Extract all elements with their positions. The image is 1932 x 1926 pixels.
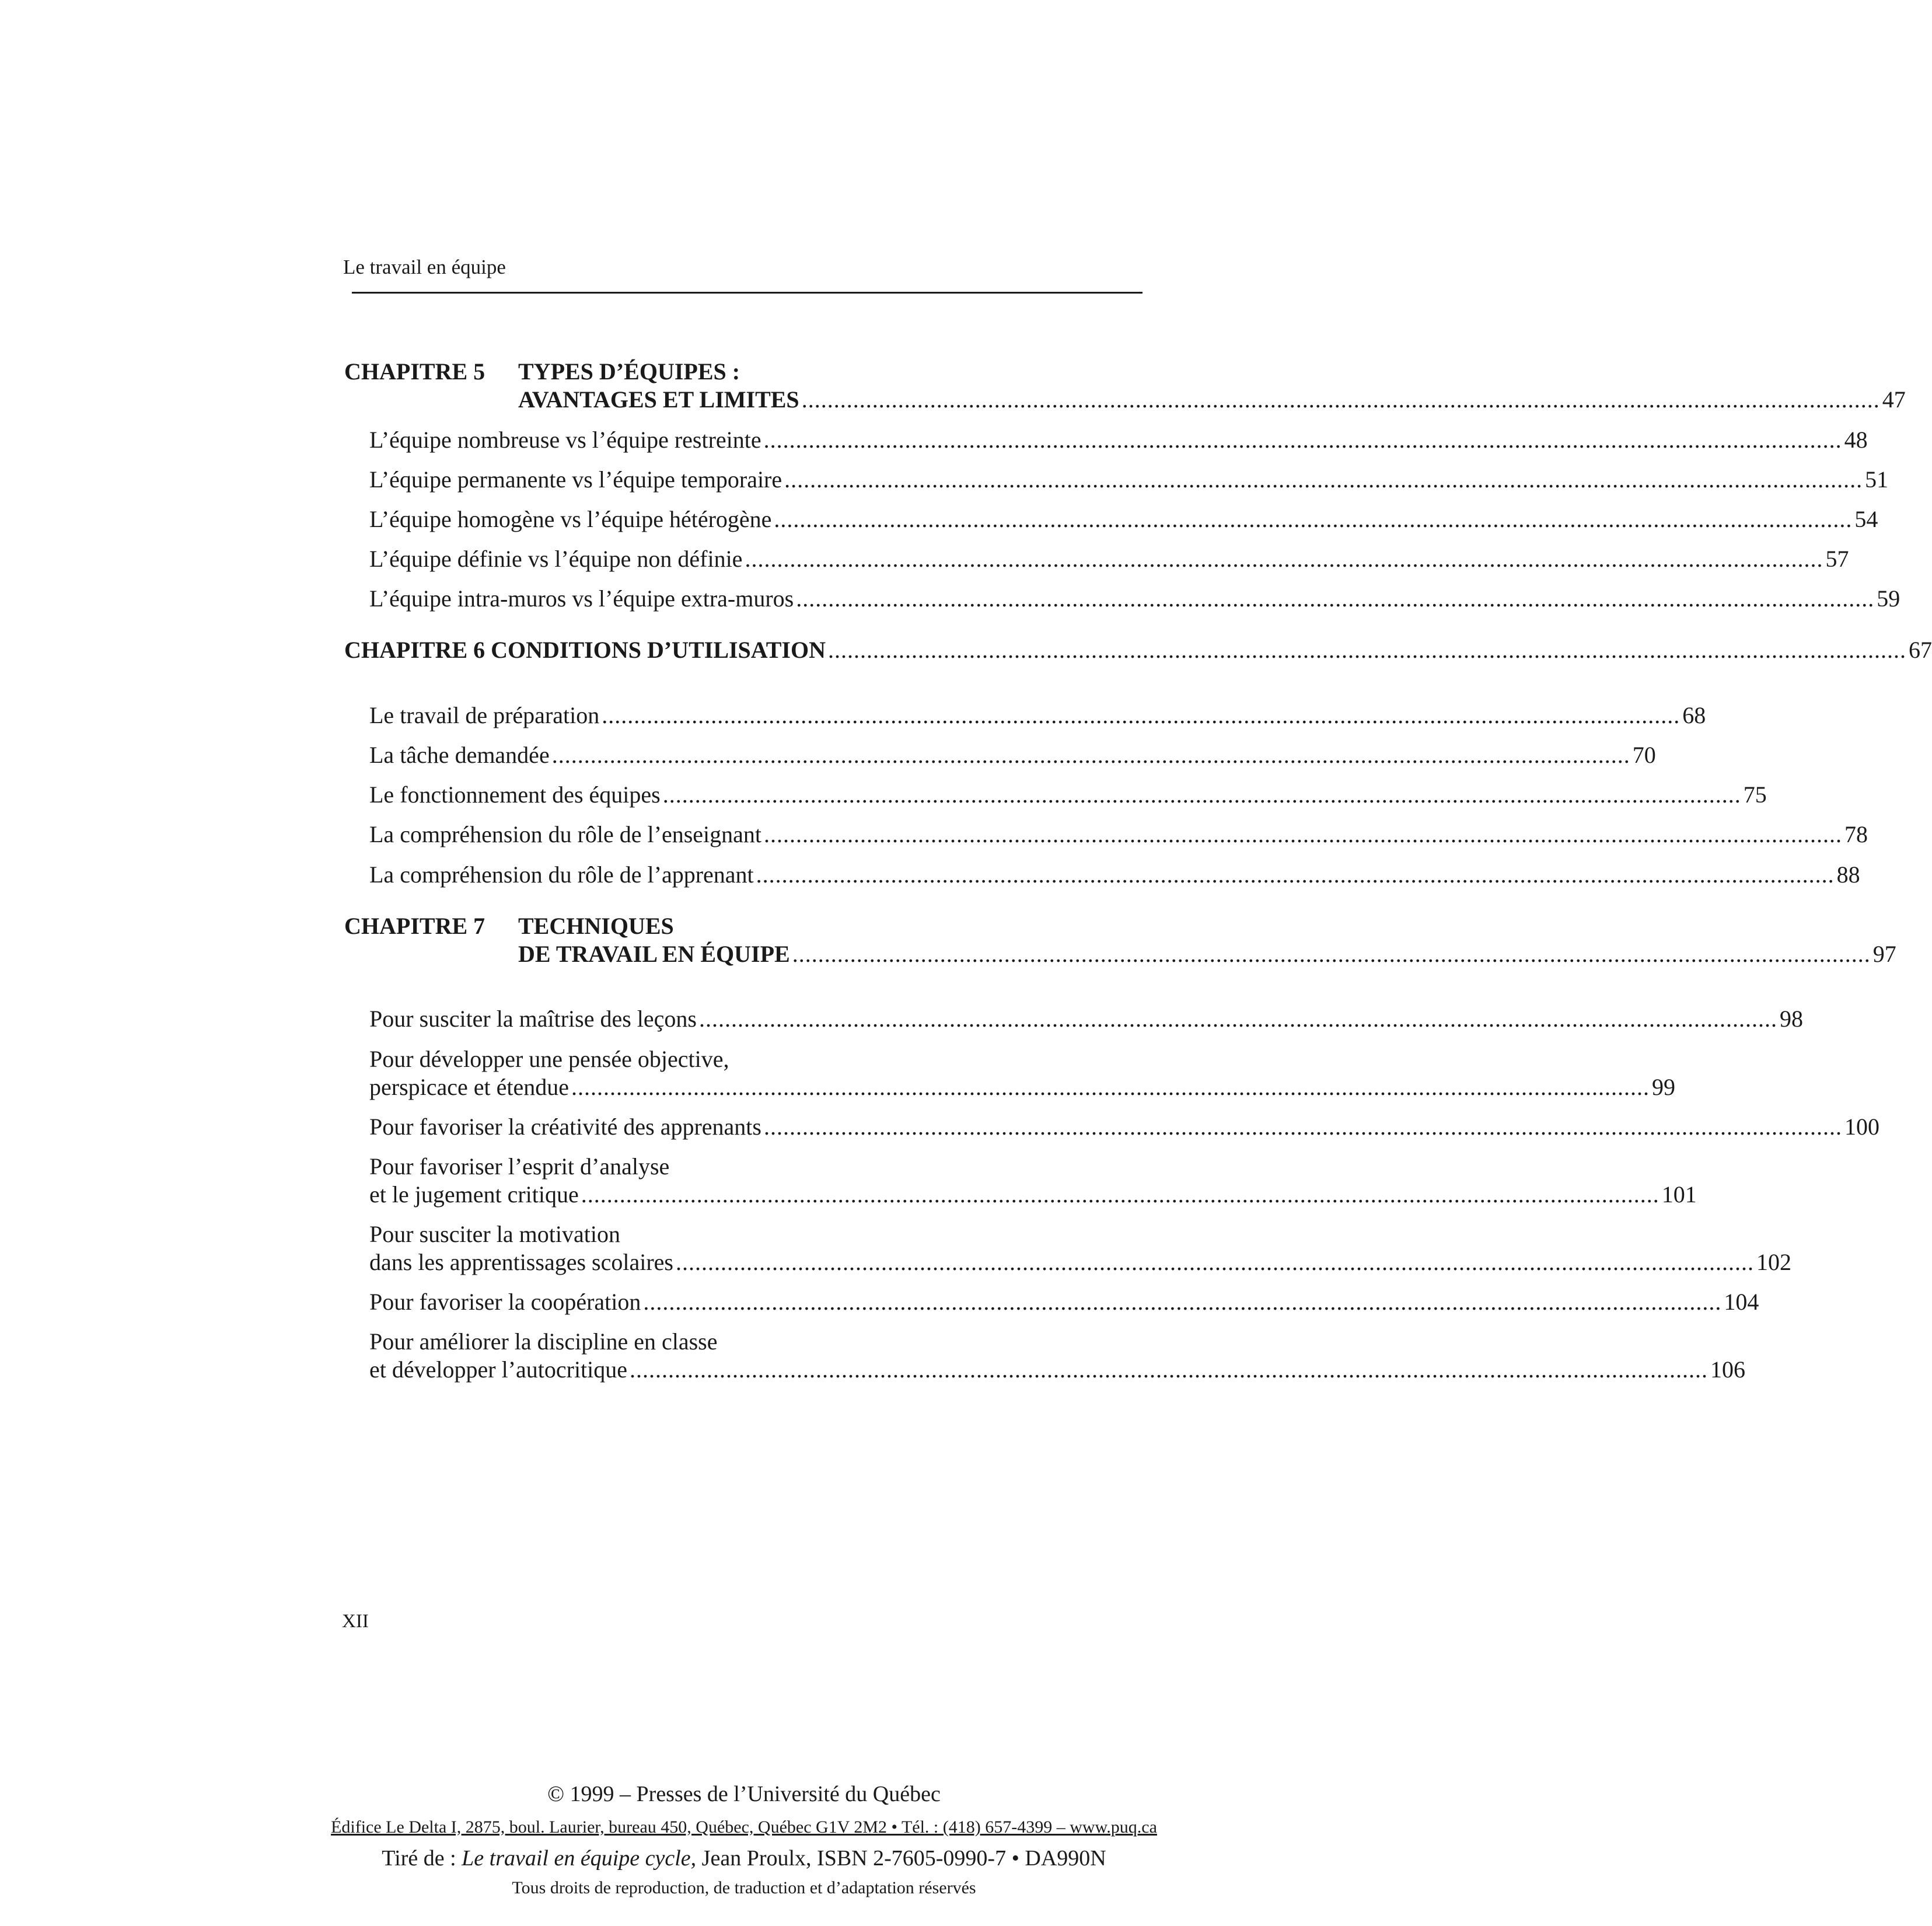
chapter-heading bbox=[344, 638, 826, 662]
entry-title: et le jugement critique bbox=[369, 1181, 579, 1208]
entry-title: Pour favoriser la coopération bbox=[369, 1289, 641, 1315]
page-ref: 97 bbox=[1872, 941, 1896, 967]
dot-leader: ........................................................................................................................................................................ bbox=[801, 386, 1880, 413]
dot-leader: ........................................................................................................................................................................ bbox=[675, 1249, 1754, 1275]
chapter-label: CHAPITRE 6 bbox=[344, 637, 485, 663]
entry-title: La tâche demandée bbox=[369, 742, 550, 768]
entry-title: Pour améliorer la discipline en classe bbox=[369, 1328, 718, 1355]
entry-title: La compréhension du rôle de l’enseignant bbox=[369, 821, 761, 847]
footer-copyright: © 1999 – Presses de l’Université du Québec bbox=[547, 1782, 941, 1806]
page-ref: 67 bbox=[1908, 637, 1932, 663]
dot-leader: ........................................................................................................................................................................ bbox=[763, 427, 1842, 453]
entry-title: et développer l’autocritique bbox=[369, 1356, 628, 1383]
page-ref: 106 bbox=[1710, 1356, 1746, 1383]
dot-leader: ........................................................................................................................................................................ bbox=[643, 1289, 1722, 1315]
dot-leader: ........................................................................................................................................................................ bbox=[784, 466, 1863, 493]
dot-leader: ........................................................................................................................................................................ bbox=[745, 546, 1823, 572]
page-ref: 68 bbox=[1682, 702, 1706, 728]
page-ref: 98 bbox=[1779, 1006, 1803, 1032]
page-ref: 57 bbox=[1825, 546, 1849, 572]
footer-address: Édifice Le Delta I, 2875, boul. Laurier, bureau 450, Québec, Québec G1V 2M2 • Tél. : (418) 657-4399 – www.puq.ca bbox=[331, 1817, 1157, 1837]
entry-title: La compréhension du rôle de l’apprenant bbox=[369, 861, 754, 888]
dot-leader: ........................................................................................................................................................................ bbox=[551, 742, 1630, 768]
page-ref: 102 bbox=[1756, 1249, 1791, 1275]
dot-leader: ........................................................................................................................................................................ bbox=[827, 637, 1906, 663]
page-ref: 78 bbox=[1844, 821, 1868, 847]
footer-source bbox=[0, 1845, 1488, 1871]
entry-title: L’équipe permanente vs l’équipe temporaire bbox=[369, 466, 782, 493]
dot-leader: ........................................................................................................................................................................ bbox=[774, 506, 1853, 532]
page-ref: 59 bbox=[1877, 585, 1900, 612]
page-ref: 48 bbox=[1844, 427, 1868, 453]
page-ref: 51 bbox=[1865, 466, 1889, 493]
dot-leader: ........................................................................................................................................................................ bbox=[792, 941, 1871, 967]
footer-rights: Tous droits de reproduction, de traduction et d’adaptation réservés bbox=[512, 1878, 976, 1897]
running-header: Le travail en équipe bbox=[343, 256, 506, 278]
dot-leader: ........................................................................................................................................................................ bbox=[796, 585, 1875, 612]
source-details: Jean Proulx, ISBN 2-7605-0990-7 • DA990N bbox=[696, 1846, 1106, 1871]
header-rule bbox=[352, 292, 1143, 294]
chapter-label: CHAPITRE 5 bbox=[344, 358, 485, 385]
entry-title: L’équipe définie vs l’équipe non définie bbox=[369, 546, 743, 572]
source-title: Le travail en équipe cycle, bbox=[462, 1846, 697, 1871]
entry-title: Pour susciter la motivation bbox=[369, 1221, 620, 1247]
entry-title: Pour susciter la maîtrise des leçons bbox=[369, 1006, 697, 1032]
entry-title: L’équipe intra-muros vs l’équipe extra-muros bbox=[369, 585, 794, 612]
page-ref: 104 bbox=[1724, 1289, 1759, 1315]
entry-title: L’équipe homogène vs l’équipe hétérogène bbox=[369, 506, 772, 532]
entry-title: Pour développer une pensée objective, bbox=[369, 1046, 729, 1072]
source-prefix: Tiré de : bbox=[382, 1846, 462, 1871]
page-ref: 70 bbox=[1632, 742, 1656, 768]
entry-title: dans les apprentissages scolaires bbox=[369, 1249, 673, 1275]
page-ref: 101 bbox=[1661, 1181, 1697, 1208]
entry-title: Le travail de préparation bbox=[369, 702, 600, 728]
entry-title: L’équipe nombreuse vs l’équipe restreinte bbox=[369, 427, 761, 453]
page-ref: 88 bbox=[1836, 861, 1860, 888]
dot-leader: ........................................................................................................................................................................ bbox=[662, 781, 1741, 808]
page-ref: 75 bbox=[1743, 781, 1767, 808]
entry-title: perspicace et étendue bbox=[369, 1074, 570, 1100]
chapter-label: CHAPITRE 7 bbox=[344, 913, 485, 939]
chapter-title: AVANTAGES ET LIMITES bbox=[518, 386, 799, 413]
entry-title: Pour favoriser la créativité des apprenants bbox=[369, 1114, 761, 1140]
dot-leader: ........................................................................................................................................................................ bbox=[630, 1356, 1709, 1383]
chapter-title: DE TRAVAIL EN ÉQUIPE bbox=[518, 941, 790, 967]
dot-leader: ........................................................................................................................................................................ bbox=[763, 1114, 1842, 1140]
dot-leader: ........................................................................................................................................................................ bbox=[571, 1074, 1650, 1100]
page-ref: 54 bbox=[1854, 506, 1878, 532]
chapter-title: TYPES D’ÉQUIPES : bbox=[518, 358, 740, 385]
page-ref: 99 bbox=[1652, 1074, 1676, 1100]
page-ref: 100 bbox=[1844, 1114, 1879, 1140]
dot-leader: ........................................................................................................................................................................ bbox=[602, 702, 1681, 728]
chapter-title: TECHNIQUES bbox=[518, 913, 674, 939]
page-number: XII bbox=[342, 1611, 369, 1632]
entry-title: Le fonctionnement des équipes bbox=[369, 781, 661, 808]
dot-leader: ........................................................................................................................................................................ bbox=[581, 1181, 1660, 1208]
dot-leader: ........................................................................................................................................................................ bbox=[698, 1006, 1777, 1032]
chapter-title: CONDITIONS D’UTILISATION bbox=[491, 637, 826, 663]
entry-title: Pour favoriser l’esprit d’analyse bbox=[369, 1153, 670, 1180]
dot-leader: ........................................................................................................................................................................ bbox=[756, 861, 1835, 888]
dot-leader: ........................................................................................................................................................................ bbox=[764, 821, 1842, 847]
page-ref: 47 bbox=[1882, 386, 1906, 413]
